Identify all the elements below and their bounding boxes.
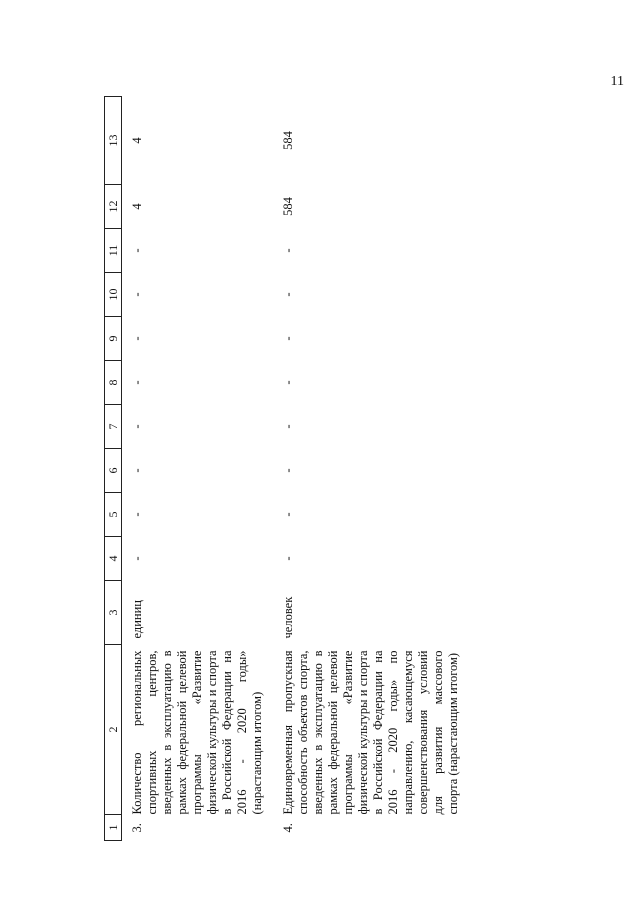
row-number: 3.	[130, 823, 144, 833]
value-cell: -	[281, 248, 295, 253]
value-cell: -	[281, 336, 295, 341]
value-cell: -	[130, 556, 144, 561]
value-cell: 584	[281, 197, 295, 216]
value-cell: -	[130, 468, 144, 473]
value-cell: 584	[281, 131, 295, 150]
value-cell: -	[281, 424, 295, 429]
header-cell: 4	[105, 537, 122, 581]
value-cell: -	[130, 380, 144, 385]
header-cell: 6	[105, 449, 122, 493]
header-cell: 5	[105, 493, 122, 537]
header-row	[105, 97, 122, 841]
value-cell: -	[130, 336, 144, 341]
indicator-name: Количество региональных спортивных центров, введенных в эксплуатацию в рамках федеральной целевой программы «Развитие физической культуры и спорта в Российской Федерации на 2016 - 2020 годы» (нарастающим итогом)	[130, 650, 264, 815]
value-cell: -	[130, 292, 144, 297]
header-cell: 10	[105, 273, 122, 317]
indicators-table	[104, 96, 469, 841]
header-cell: 8	[105, 361, 122, 405]
value-cell: 4	[130, 203, 144, 210]
header-cell: 2	[105, 645, 122, 815]
header-cell: 12	[105, 185, 122, 229]
rotated-table-container	[104, 97, 514, 841]
header-cell: 1	[105, 815, 122, 841]
value-cell: 4	[130, 137, 144, 144]
header-cell: 7	[105, 405, 122, 449]
page-number: 11	[610, 74, 624, 89]
unit-cell: единиц	[130, 599, 144, 639]
value-cell: -	[130, 424, 144, 429]
value-cell: -	[281, 380, 295, 385]
header-cell: 13	[105, 97, 122, 185]
value-cell: -	[281, 556, 295, 561]
row-number: 4.	[281, 823, 295, 833]
unit-cell: человек	[281, 596, 295, 639]
header-cell: 3	[105, 581, 122, 645]
value-cell: -	[281, 292, 295, 297]
value-cell: -	[281, 468, 295, 473]
value-cell: -	[130, 248, 144, 253]
header-cell: 9	[105, 317, 122, 361]
table-row	[273, 97, 469, 841]
indicator-name: Единовременная пропускная способность объектов спорта, введенных в эксплуатацию в рамках федеральной целевой программы «Развитие физической культуры и спорта в Российской Федерации на 2016 - 2020 годы» по направлению, касающемуся совершенствования условий для развития массового спорта (нарастающим итогом)	[281, 650, 460, 815]
value-cell: -	[281, 512, 295, 517]
table-row	[122, 97, 274, 841]
value-cell: -	[130, 512, 144, 517]
header-cell: 11	[105, 229, 122, 273]
